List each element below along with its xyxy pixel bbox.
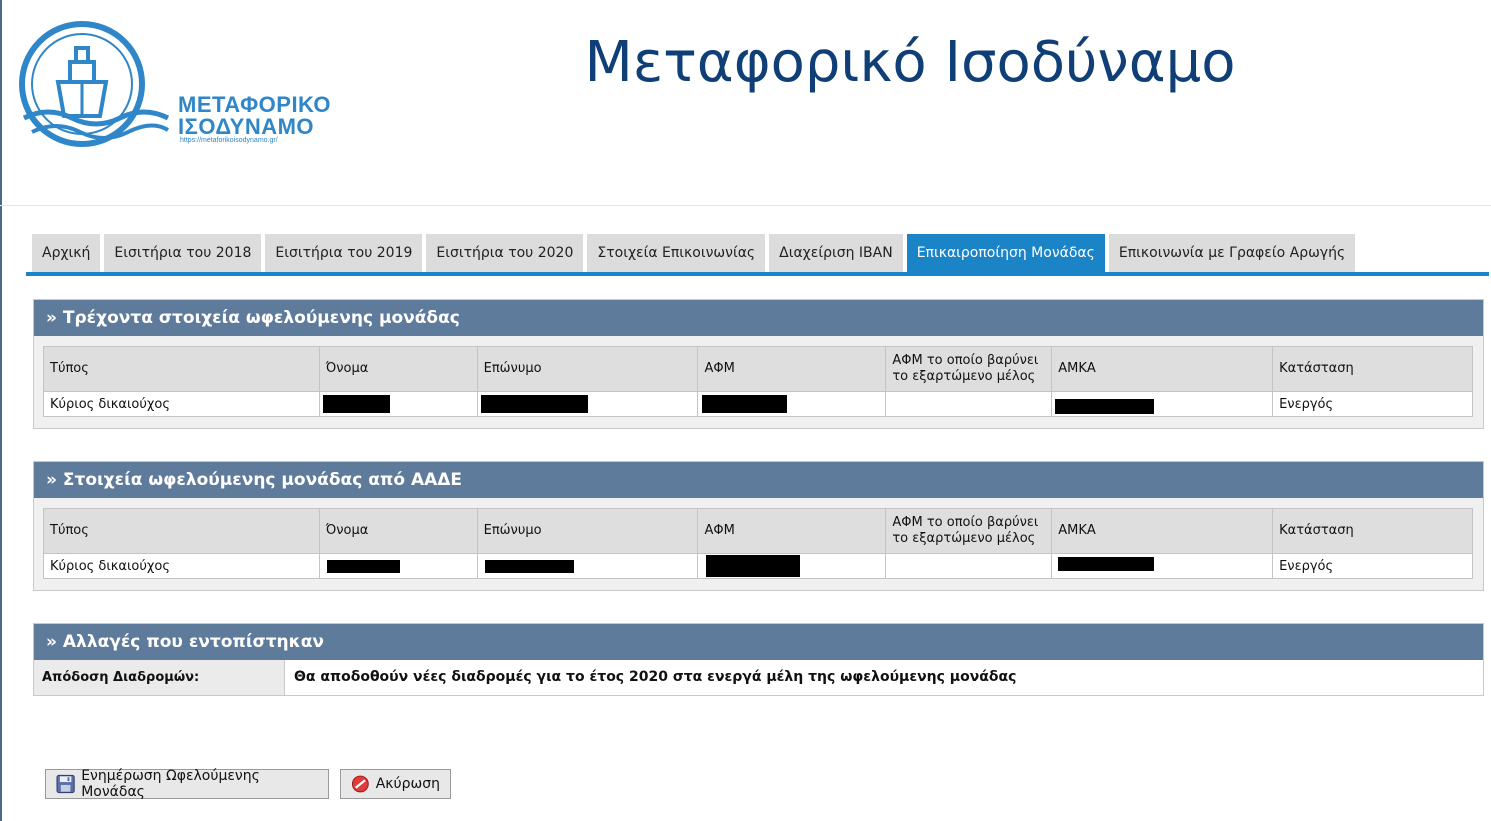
cell-dependent-afm <box>886 392 1052 417</box>
tab-tickets-2019[interactable]: Εισιτήρια του 2019 <box>265 234 422 272</box>
page-header <box>0 0 1491 206</box>
col-dependent-afm: ΑΦΜ το οποίο βαρύνει το εξαρτώμενο μέλος <box>886 509 1052 554</box>
ship-logo-icon <box>18 20 178 155</box>
cancel-button[interactable] <box>340 769 451 799</box>
panel-title: » Τρέχοντα στοιχεία ωφελούμενης μονάδας <box>34 300 1483 336</box>
current-unit-panel <box>33 299 1484 429</box>
changes-value: Θα αποδοθούν νέες διαδρομές για το έτος 2020 στα ενεργά μέλη της ωφελούμενης μονάδας <box>285 660 1483 695</box>
update-unit-label: Ενημέρωση Ωφελούμενης Μονάδας <box>81 768 260 800</box>
tab-iban-management[interactable]: Διαχείριση IBAN <box>769 234 903 272</box>
redacted-last-name <box>481 395 588 413</box>
col-type: Τύπος <box>44 509 320 554</box>
panel-title: » Αλλαγές που εντοπίστηκαν <box>34 624 1483 660</box>
tab-unit-update[interactable]: Επικαιροποίηση Μονάδας <box>907 234 1105 272</box>
logo-text-line2: ΙΣΟΔΥΝΑΜΟ <box>178 114 315 139</box>
redacted-amka <box>1058 557 1154 571</box>
col-afm: ΑΦΜ <box>698 347 886 392</box>
tab-tickets-2020[interactable]: Εισιτήρια του 2020 <box>426 234 583 272</box>
cancel-label: Ακύρωση <box>375 776 440 792</box>
logo-url: https://metaforikoisodynamo.gr/ <box>180 137 278 144</box>
col-status: Κατάσταση <box>1273 509 1473 554</box>
col-first-name: Όνομα <box>319 509 477 554</box>
update-unit-button[interactable] <box>45 769 329 799</box>
redacted-amka <box>1055 399 1154 414</box>
aade-unit-table <box>43 508 1473 579</box>
redacted-first-name <box>327 560 400 573</box>
changes-row <box>34 660 1483 695</box>
table-header-row <box>44 347 1473 392</box>
tab-tickets-2018[interactable]: Εισιτήρια του 2018 <box>104 234 261 272</box>
col-amka: ΑΜΚΑ <box>1052 509 1273 554</box>
col-dependent-afm: ΑΦΜ το οποίο βαρύνει το εξαρτώμενο μέλος <box>886 347 1052 392</box>
cell-type: Κύριος δικαιούχος <box>44 392 320 417</box>
cell-status: Ενεργός <box>1273 392 1473 417</box>
site-logo[interactable] <box>18 20 332 155</box>
table-header-row <box>44 509 1473 554</box>
col-first-name: Όνομα <box>319 347 477 392</box>
page-title: Μεταφορικό Ισοδύναμο <box>584 30 1236 95</box>
current-unit-table <box>43 346 1473 417</box>
col-type: Τύπος <box>44 347 320 392</box>
tab-home[interactable]: Αρχική <box>32 234 100 272</box>
redacted-afm <box>706 555 800 577</box>
col-last-name: Επώνυμο <box>477 347 698 392</box>
changes-panel <box>33 623 1484 696</box>
col-last-name: Επώνυμο <box>477 509 698 554</box>
cell-type: Κύριος δικαιούχος <box>44 554 320 579</box>
col-amka: ΑΜΚΑ <box>1052 347 1273 392</box>
aade-unit-panel <box>33 461 1484 591</box>
tab-helpdesk-contact[interactable]: Επικοινωνία με Γραφείο Αρωγής <box>1109 234 1355 272</box>
main-tabs <box>32 234 1355 272</box>
table-row <box>44 554 1473 579</box>
cell-dependent-afm <box>886 554 1052 579</box>
redacted-afm <box>702 395 787 413</box>
table-row <box>44 392 1473 417</box>
panel-title: » Στοιχεία ωφελούμενης μονάδας από ΑΑΔΕ <box>34 462 1483 498</box>
cancel-icon <box>351 774 370 794</box>
col-status: Κατάσταση <box>1273 347 1473 392</box>
floppy-disk-icon <box>56 774 75 794</box>
redacted-last-name <box>485 560 574 573</box>
tab-underline <box>26 272 1489 276</box>
tab-contact-details[interactable]: Στοιχεία Επικοινωνίας <box>587 234 765 272</box>
col-afm: ΑΦΜ <box>698 509 886 554</box>
cell-status: Ενεργός <box>1273 554 1473 579</box>
logo-text-line1: ΜΕΤΑΦΟΡΙΚΟ <box>178 92 332 117</box>
redacted-first-name <box>323 395 390 413</box>
changes-label: Απόδοση Διαδρομών: <box>34 660 285 695</box>
